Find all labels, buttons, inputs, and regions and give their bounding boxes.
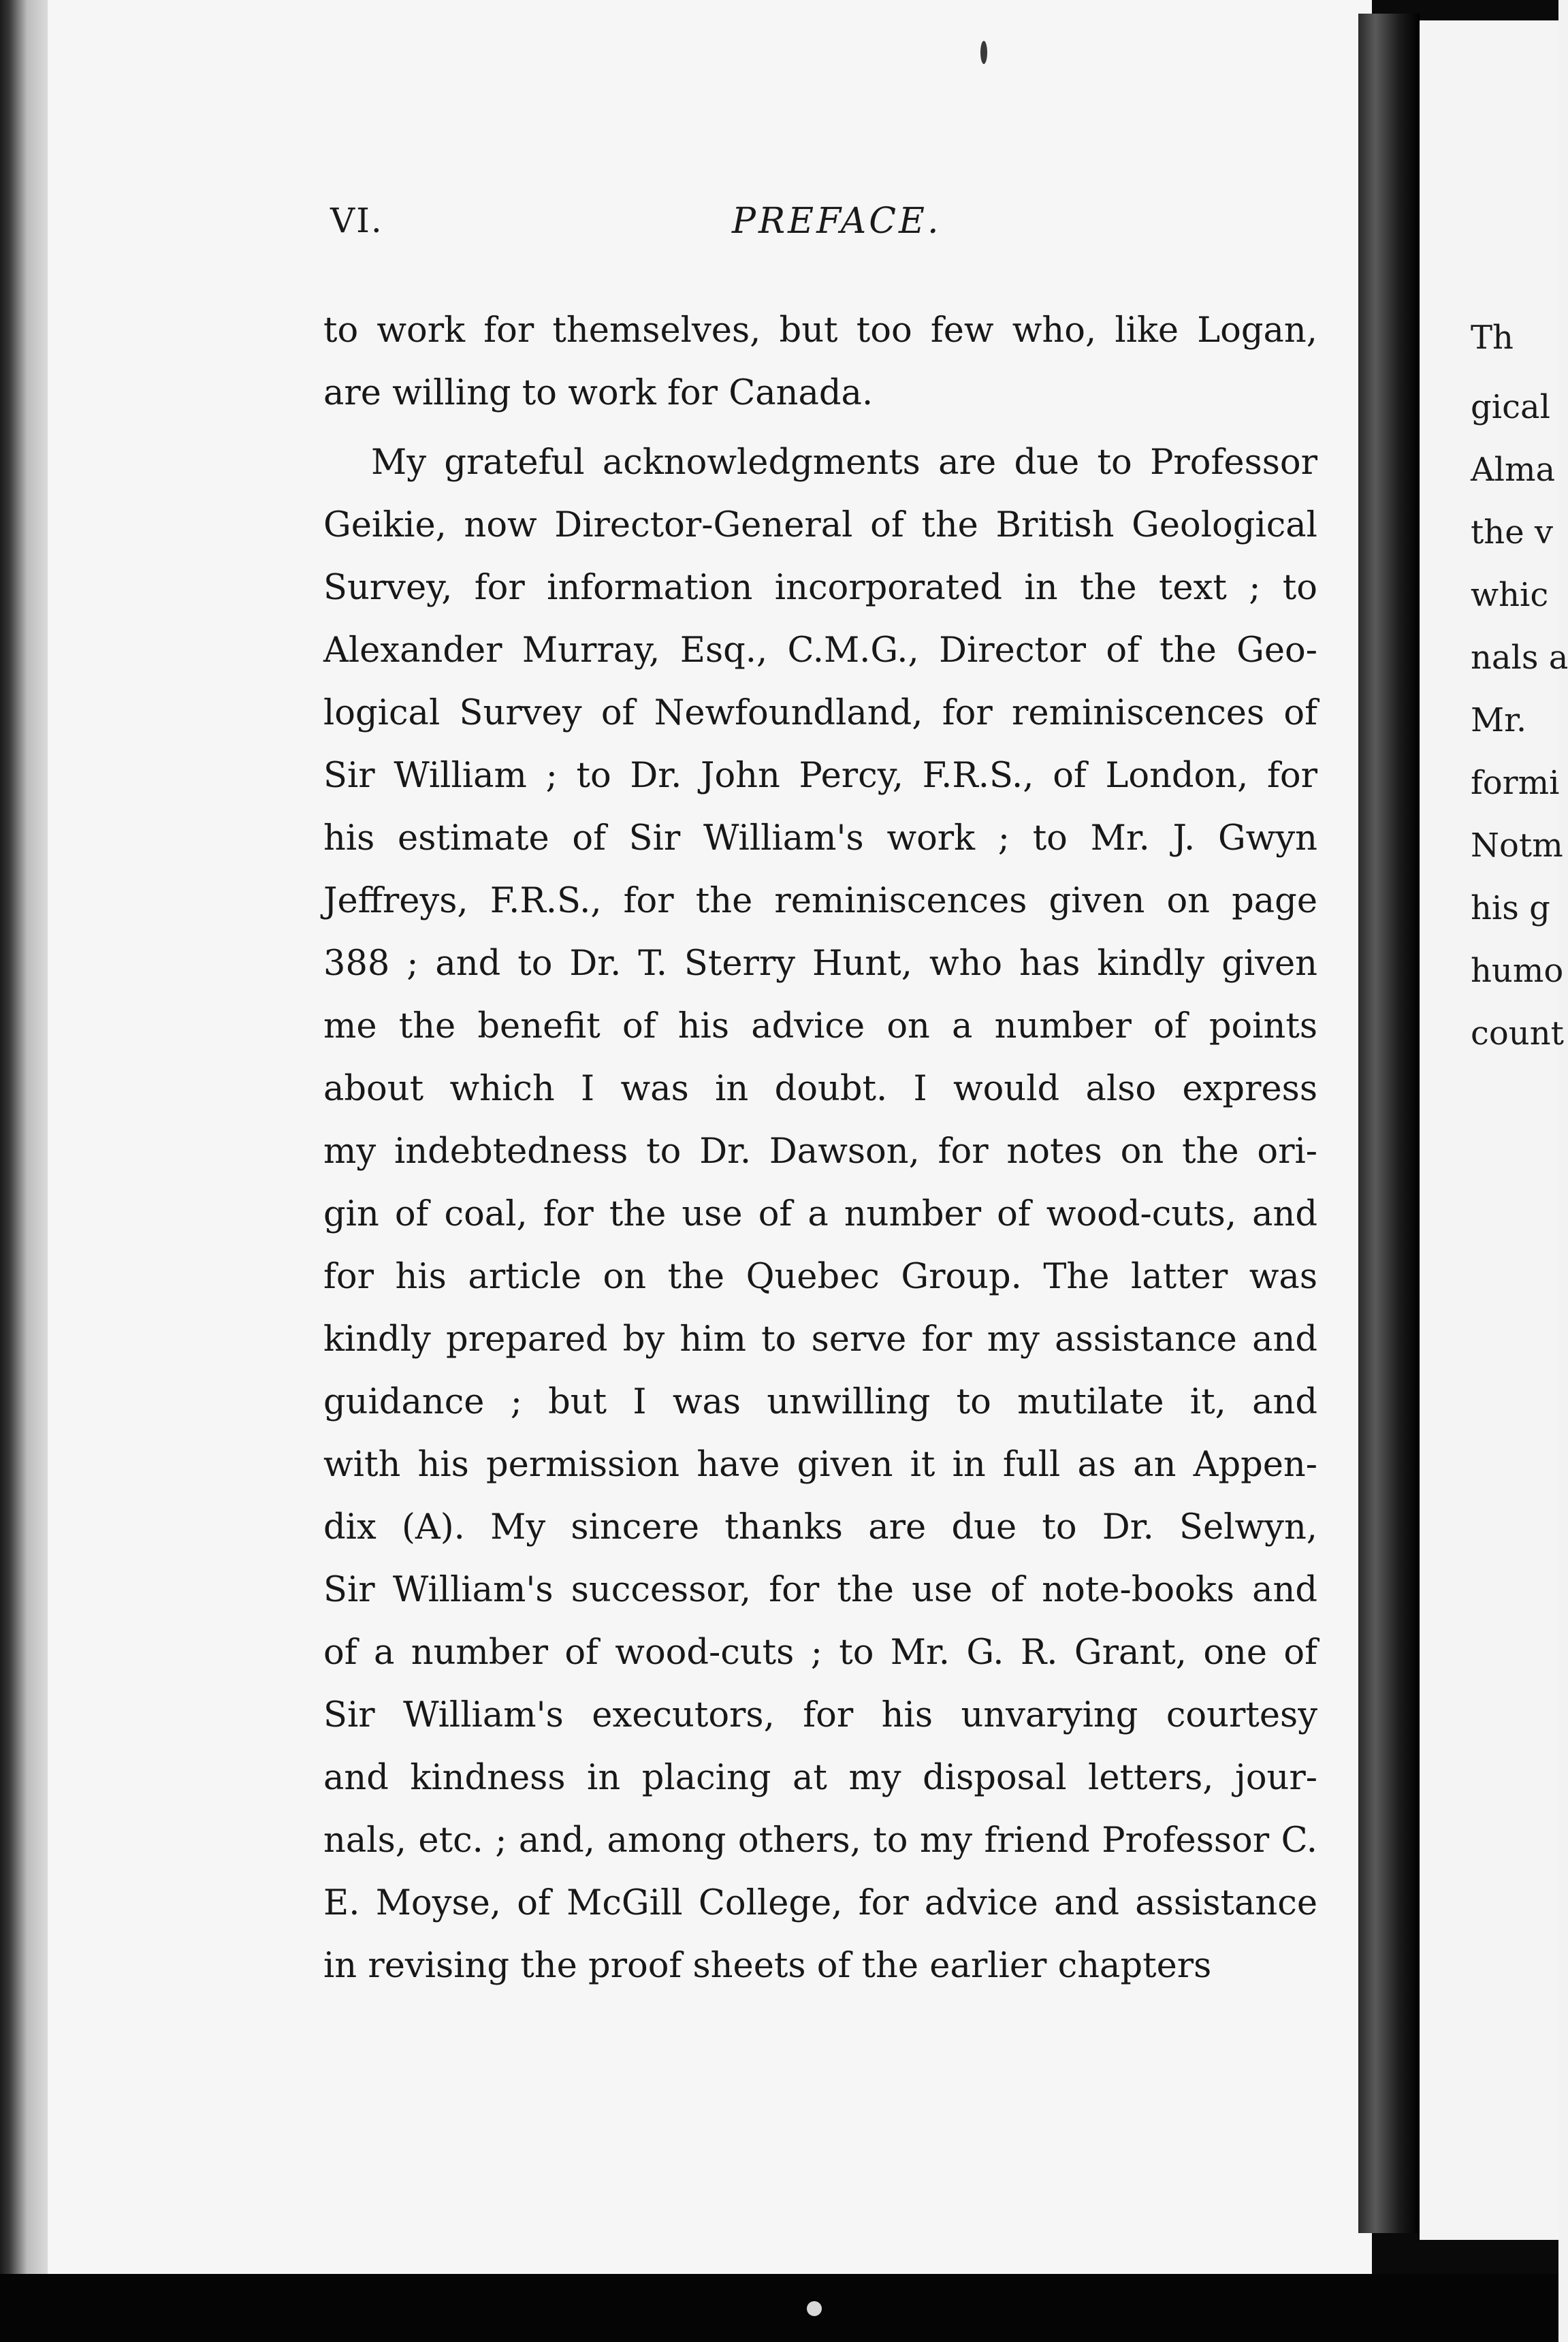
facing-page-fragment: Notm [1471,827,1563,865]
text-line: Jeffreys, F.R.S., for the reminiscences given on page [323,881,1317,921]
text-line: to work for themselves, but too few who, like Logan, [323,310,1317,351]
text-line: Geikie, now Director-General of the British Geological [323,505,1317,545]
text-line: E. Moyse, of McGill College, for advice and assistance [323,1883,1317,1923]
text-line: Sir William's executors, for his unvarying courtesy [323,1695,1317,1735]
facing-page-fragment: count [1471,1014,1564,1053]
facing-page-fragment: gical [1471,388,1550,426]
text-line: gin of coal, for the use of a number of wood-cuts, and [323,1194,1317,1234]
text-line: in revising the proof sheets of the earlier chapters [323,1946,1212,1986]
facing-page-fragment: his g [1471,889,1550,927]
text-line: about which I was in doubt. I would also express [323,1069,1317,1109]
text-line: and kindness in placing at my disposal letters, jour- [323,1758,1317,1798]
text-line: his estimate of Sir William's work ; to Mr. J. Gwyn [323,818,1317,859]
paragraph-start-line: My grateful acknowledgments are due to Professor [371,443,1317,483]
scan-speck [807,2301,822,2316]
facing-page-fragment: formi [1471,764,1560,802]
preface-body [323,300,1317,1998]
facing-page-fragment: nals a [1471,639,1568,677]
text-line: nals, etc. ; and, among others, to my friend Professor C. [323,1820,1317,1861]
facing-page-fragment: humo [1471,952,1564,990]
text-line: guidance ; but I was unwilling to mutilate it, and [323,1382,1317,1422]
text-line: Sir William's successor, for the use of note-books and [323,1570,1317,1610]
text-line: Survey, for information incorporated in the text ; to [323,568,1317,608]
running-header [330,201,1324,248]
scan-speck [980,41,987,64]
text-line: Sir William ; to Dr. John Percy, F.R.S., of London, for [323,756,1317,796]
facing-page-fragment: Mr. [1471,701,1527,739]
text-line: are willing to work for Canada. [323,373,874,413]
text-line: with his permission have given it in full as an Appen- [323,1445,1317,1485]
facing-page-fragment: Alma [1471,451,1556,489]
text-line: for his article on the Quebec Group. The latter was [323,1257,1317,1297]
text-line: 388 ; and to Dr. T. Sterry Hunt, who has kindly given [323,944,1317,984]
text-line: kindly prepared by him to serve for my assistance and [323,1319,1317,1360]
facing-page-fragment: Th [1471,319,1514,357]
book-gutter-shadow [1358,14,1420,2233]
facing-page-text [1471,306,1568,1065]
text-line: of a number of wood-cuts ; to Mr. G. R. Grant, one of [323,1633,1317,1673]
text-line: logical Survey of Newfoundland, for reminiscences of [323,693,1317,733]
text-line: Alexander Murray, Esq., C.M.G., Director of the Geo- [323,630,1317,671]
text-line: dix (A). My sincere thanks are due to Dr. Selwyn, [323,1507,1317,1547]
facing-page-fragment: whic [1471,576,1549,614]
text-line: me the benefit of his advice on a number of points [323,1006,1317,1046]
running-title: PREFACE. [732,201,942,242]
text-line: my indebtedness to Dr. Dawson, for notes on the ori- [323,1132,1317,1172]
page-number: VI. [330,201,383,240]
scan-bottom-border [0,2274,1558,2342]
facing-page-fragment: the v [1471,513,1553,551]
